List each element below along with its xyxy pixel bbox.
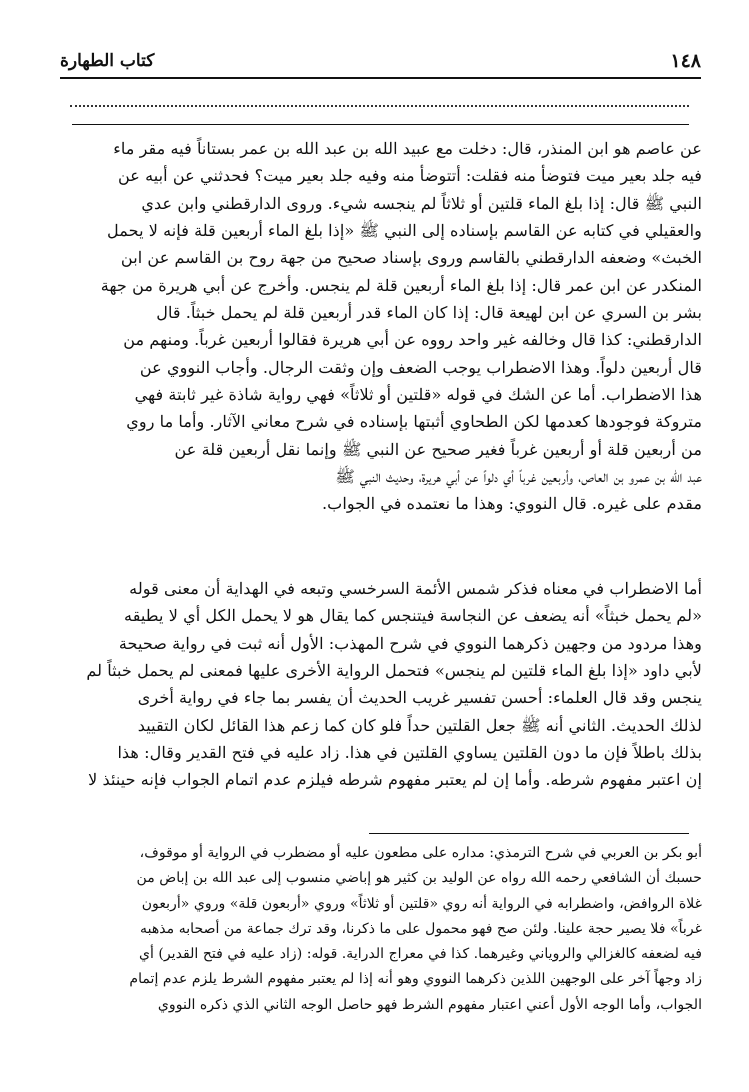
footnote-line: أبو بكر بن العربي في شرح الترمذي: مداره على مطعون عليه أو مضطرب في الرواية أو موقوف،	[139, 845, 702, 861]
footnote-line: زاد وجهاً آخر على الوجهين اللذين ذكرهما النووي وهو أنه إذا لم يعتبر مفهوم الشرط يلزم عدم إتمام	[129, 971, 702, 988]
footnote-line: حسبك أن الشافعي رحمه الله رواه عن الوليد بن كثير هو إباضي منسوب إلى عبد الله بن إباض من	[136, 870, 702, 887]
text-line: عن عاصم هو ابن المنذر، قال: دخلت مع عبيد الله بن عبد الله بن عمر بستاناً فيه مقر ماء	[113, 139, 702, 158]
text-line: مقدم على غيره. قال النووي: وهذا ما نعتمده في الجواب.	[322, 494, 702, 514]
book-title: كتاب الطهارة	[60, 51, 155, 71]
text-line: النبي ﷺ قال: إذا بلغ الماء قلتين أو ثلاثاً لم ينجسه شيء. وروى الدارقطني وابن عدي	[141, 193, 702, 213]
text-line: لأبي داود «إذا بلغ الماء قلتين لم ينجس» فتحمل الرواية الأخرى عليها فمعنى لم يحمل خبثاً لم	[86, 661, 702, 681]
text-line: لذلك الحديث. الثاني أنه ﷺ جعل القلتين حداً فلو كان كما زعم هذا القائل لكان التقييد	[137, 715, 702, 735]
text-line: متروكة فوجودها كعدمها لكن الطحاوي أثبتها بإسناده في شرح معاني الآثار. وأما ما روي	[126, 412, 702, 432]
page-number: ١٤٨	[670, 50, 701, 72]
text-line: هذا الاضطراب. أما عن الشك في قوله «قلتين أو ثلاثاً» فهي رواية شاذة غير ثابتة فهي	[134, 385, 702, 405]
text-line: الدارقطني: كذا قال وخالفه غير واحد رووه عن أبي هريرة فقالوا أربعين غرباً. ومنهم من	[123, 330, 702, 350]
footnote-line: فيه لضعفه كالغزالي والروياني وغيرهما. كذا في معراج الدراية. قوله: (زاد عليه في فتح القدير) أي	[138, 946, 702, 963]
text-line: أما الاضطراب في معناه فذكر شمس الأئمة السرخسي وتبعه في الهداية أن معنى قوله	[129, 579, 702, 598]
text-line: المنكدر عن ابن عمر قال: إذا بلغ الماء أربعين قلة لم ينجس. وأخرج عن أبي هريرة من جهة	[100, 275, 702, 295]
footnote-line: غلاة الروافض، واضطرابه في الرواية أنه روي «قلتين أو ثلاثاً» وروي «أربعون قلة» وروي «أربعون	[141, 895, 702, 912]
text-line: بشر بن السري عن ابن لهيعة قال: إذا كان الماء قدر أربعين قلة لم يحمل خبثاً. قال	[156, 303, 702, 323]
footnote-line: الجواب، وأما الوجه الأول أعني اعتبار مفهوم الشرط فهو حاصل الوجه الثاني الذي ذكره النووي	[157, 996, 702, 1013]
text-line: فيه جلد بعير ميت فتوضأ منه فقلت: أتتوضأ منه وفيه جلد بعير ميت؟ فحدثني عن أبيه عن	[117, 166, 702, 186]
text-line: قال أربعين دلواً. وهذا الاضطراب يوجب الضعف وإن وثقت الرجال. وأجاب النووي عن	[139, 357, 702, 377]
footnote-block	[62, 841, 702, 1018]
text-line: إن اعتبر مفهوم شرطه. وأما إن لم يعتبر مفهوم شرطه فيلزم عدم اتمام الجواب فإنه حينئذ لا	[88, 770, 702, 790]
text-line: عبد الله بن عمرو بن العاص، وأربعين غرباً أي دلواً عن أبي هريرة، وحديث النبي ﷺ	[335, 467, 702, 487]
text-line: من أربعين قلة أو أربعين غرباً فغير صحيح عن النبي ﷺ وإنما نقل أربعين قلة عن	[174, 439, 702, 459]
footnote-line: غرباً» فلا يصير حجة علينا. ولئن صح فهو محمول على ما ذكرنا، وقد ترك جماعة من أصحابه مذهبه	[140, 920, 702, 937]
text-line: ينجس وقد قال العلماء: أحسن تفسير غريب الحديث أن يفسر بما جاء في رواية أخرى	[137, 688, 702, 708]
text-line: بذلك باطلاً فإن ما دون القلتين يساوي القلتين في هذا. زاد عليه في فتح القدير وقال: هذا	[117, 743, 702, 763]
page-header	[60, 48, 701, 74]
dotted-separator	[70, 105, 689, 107]
text-line: «لم يحمل خبثاً» أنه يضعف عن النجاسة فيتنجس كما يقال هو لا يحمل الكل أي لا يطيقه	[124, 606, 702, 626]
footnote-rule	[369, 833, 689, 834]
header-rule	[60, 77, 701, 79]
commentary-rule	[72, 124, 689, 125]
text-line: والعقيلي في كتابه عن القاسم بإسناده إلى النبي ﷺ «إذا بلغ الماء أربعين قلة فإنه لا يحمل	[107, 221, 702, 241]
text-line: وهذا مردود من وجهين ذكرهما النووي في شرح المهذب: الأول أنه ثبت في رواية صحيحة	[118, 633, 702, 653]
commentary-paragraph-1	[62, 135, 702, 518]
text-line: الخبث» وضعفه الدارقطني بالقاسم وروى بإسناد صحيح من جهة روح بن القاسم عن ابن	[120, 248, 702, 268]
commentary-paragraph-2	[62, 575, 702, 794]
